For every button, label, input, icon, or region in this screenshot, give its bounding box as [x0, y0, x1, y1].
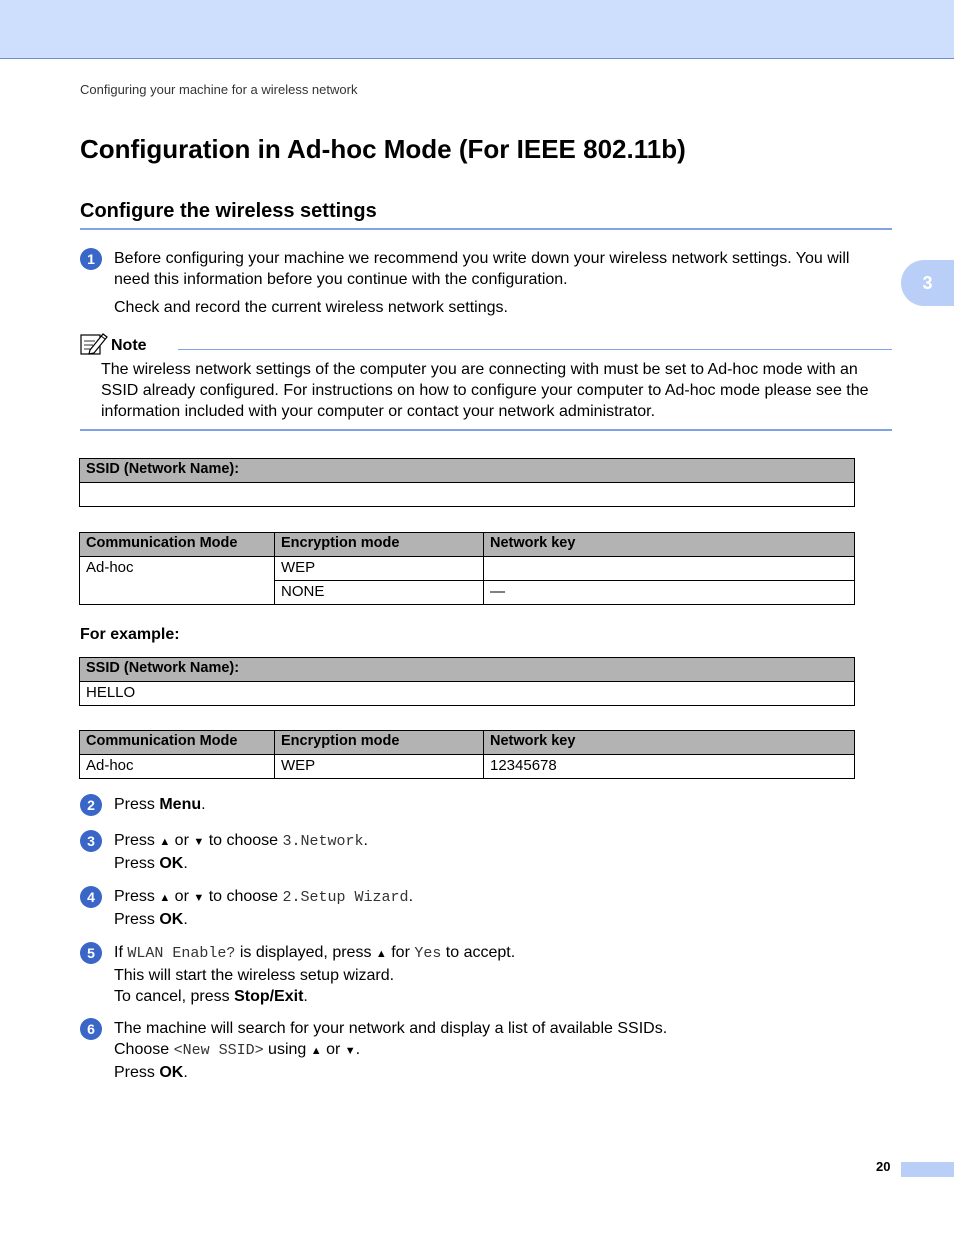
ssid-table-example: [79, 657, 855, 706]
step-2-end: .: [201, 796, 206, 813]
note-header: [80, 332, 892, 358]
note-pencil-icon: [80, 332, 108, 356]
step-4-text: Press: [114, 888, 160, 905]
lcd-text-network: 3.Network: [282, 833, 364, 850]
step-2-text: Press: [114, 796, 160, 813]
page-number-bar: [901, 1162, 954, 1177]
step-number-2: 2: [80, 794, 102, 816]
breadcrumb: Configuring your machine for a wireless network: [80, 82, 358, 97]
step-3: [80, 830, 870, 874]
ssid-header: SSID (Network Name):: [80, 658, 855, 682]
step-3-end: .: [363, 832, 368, 849]
step-1-subtext: Check and record the current wireless network settings.: [114, 299, 508, 316]
ssid-value-cell: HELLO: [80, 682, 855, 706]
step-number-4: 4: [80, 886, 102, 908]
step-4-dot: .: [183, 911, 188, 928]
step-6-or: or: [321, 1041, 345, 1058]
col-communication-mode: Communication Mode: [80, 731, 275, 755]
key-cell: [484, 557, 855, 581]
step-3-text: Press: [114, 832, 160, 849]
down-arrow-icon: ▼: [344, 1045, 356, 1057]
step-4-end: .: [408, 888, 414, 905]
step-1: [80, 248, 870, 318]
step-3-dot: .: [183, 855, 188, 872]
step-4-press: Press: [114, 911, 160, 928]
step-6-dot1: .: [355, 1041, 361, 1058]
mode-table-blank: [79, 532, 855, 605]
key-cell: —: [484, 581, 855, 605]
col-encryption-mode: Encryption mode: [275, 533, 484, 557]
lcd-text-wlan-enable: WLAN Enable?: [127, 945, 236, 962]
page-title: Configuration in Ad-hoc Mode (For IEEE 802.11b): [80, 134, 686, 164]
step-5-mid: is displayed, press: [235, 944, 376, 961]
note-label: Note: [111, 337, 147, 354]
step-number-6: 6: [80, 1018, 102, 1040]
step-5-dot: .: [303, 988, 308, 1005]
step-6-using: using: [263, 1041, 311, 1058]
col-encryption-mode: Encryption mode: [275, 731, 484, 755]
step-2: [80, 794, 870, 815]
step-6-line1: The machine will search for your network and display a list of available SSIDs.: [114, 1020, 668, 1037]
step-number-5: 5: [80, 942, 102, 964]
step-5: [80, 942, 870, 1007]
step-6-dot2: .: [183, 1064, 188, 1081]
page-number: 20: [876, 1159, 891, 1174]
col-communication-mode: Communication Mode: [80, 533, 275, 557]
encryption-cell: WEP: [275, 755, 484, 779]
step-number-3: 3: [80, 830, 102, 852]
step-6-press: Press: [114, 1064, 160, 1081]
ssid-header: SSID (Network Name):: [80, 459, 855, 483]
step-4-choose: to choose: [204, 888, 283, 905]
lcd-text-yes: Yes: [414, 945, 442, 962]
top-banner: [0, 0, 954, 59]
key-cell: 12345678: [484, 755, 855, 779]
ok-key-label: OK: [159, 1064, 184, 1081]
ok-key-label: OK: [159, 855, 184, 872]
down-arrow-icon: ▼: [193, 892, 205, 904]
col-network-key: Network key: [484, 731, 855, 755]
mode-cell: Ad-hoc: [80, 557, 275, 605]
ssid-value-cell: [80, 483, 855, 507]
encryption-cell: WEP: [275, 557, 484, 581]
step-1-text: Before configuring your machine we recommend you write down your wireless network settings. You will need this information before you continue with the configuration.: [114, 250, 850, 288]
up-arrow-icon: ▲: [159, 892, 171, 904]
menu-key-label: Menu: [159, 796, 202, 813]
lcd-text-setup-wizard: 2.Setup Wizard: [282, 889, 409, 906]
stop-exit-key-label: Stop/Exit: [234, 988, 304, 1005]
lcd-text-new-ssid: <New SSID>: [173, 1042, 264, 1059]
step-3-choose: to choose: [204, 832, 283, 849]
mode-table-example: [79, 730, 855, 779]
col-network-key: Network key: [484, 533, 855, 557]
encryption-cell: NONE: [275, 581, 484, 605]
table-row: [80, 755, 855, 779]
mode-cell: Ad-hoc: [80, 755, 275, 779]
section-divider: [80, 228, 892, 230]
up-arrow-icon: ▲: [159, 836, 171, 848]
example-label: For example:: [80, 626, 180, 643]
table-row: [80, 557, 855, 581]
down-arrow-icon: ▼: [193, 836, 205, 848]
ssid-table-blank: [79, 458, 855, 507]
step-5-end: to accept.: [441, 944, 516, 961]
note-divider: [178, 349, 892, 350]
chapter-tab: 3: [901, 260, 954, 306]
note-text: The wireless network settings of the computer you are connecting with must be set to Ad-hoc mode with an SSID already configured. For instructions on how to configure your computer to Ad-hoc mode please see the information included with your computer or contact your network administrator.: [101, 361, 869, 420]
up-arrow-icon: ▲: [375, 948, 387, 960]
step-5-for: for: [386, 944, 415, 961]
step-5-cancel: To cancel, press: [114, 988, 235, 1005]
note-bottom-divider: [80, 429, 892, 431]
section-title: Configure the wireless settings: [80, 200, 377, 222]
up-arrow-icon: ▲: [310, 1045, 322, 1057]
step-4-or: or: [170, 888, 194, 905]
step-4: [80, 886, 870, 930]
step-6-choose: Choose: [114, 1041, 174, 1058]
step-5-line2: This will start the wireless setup wizard.: [114, 967, 395, 984]
step-6: [80, 1018, 870, 1083]
step-3-press: Press: [114, 855, 160, 872]
step-3-or: or: [170, 832, 194, 849]
step-5-if: If: [114, 944, 128, 961]
step-number-1: 1: [80, 248, 102, 270]
ok-key-label: OK: [159, 911, 184, 928]
